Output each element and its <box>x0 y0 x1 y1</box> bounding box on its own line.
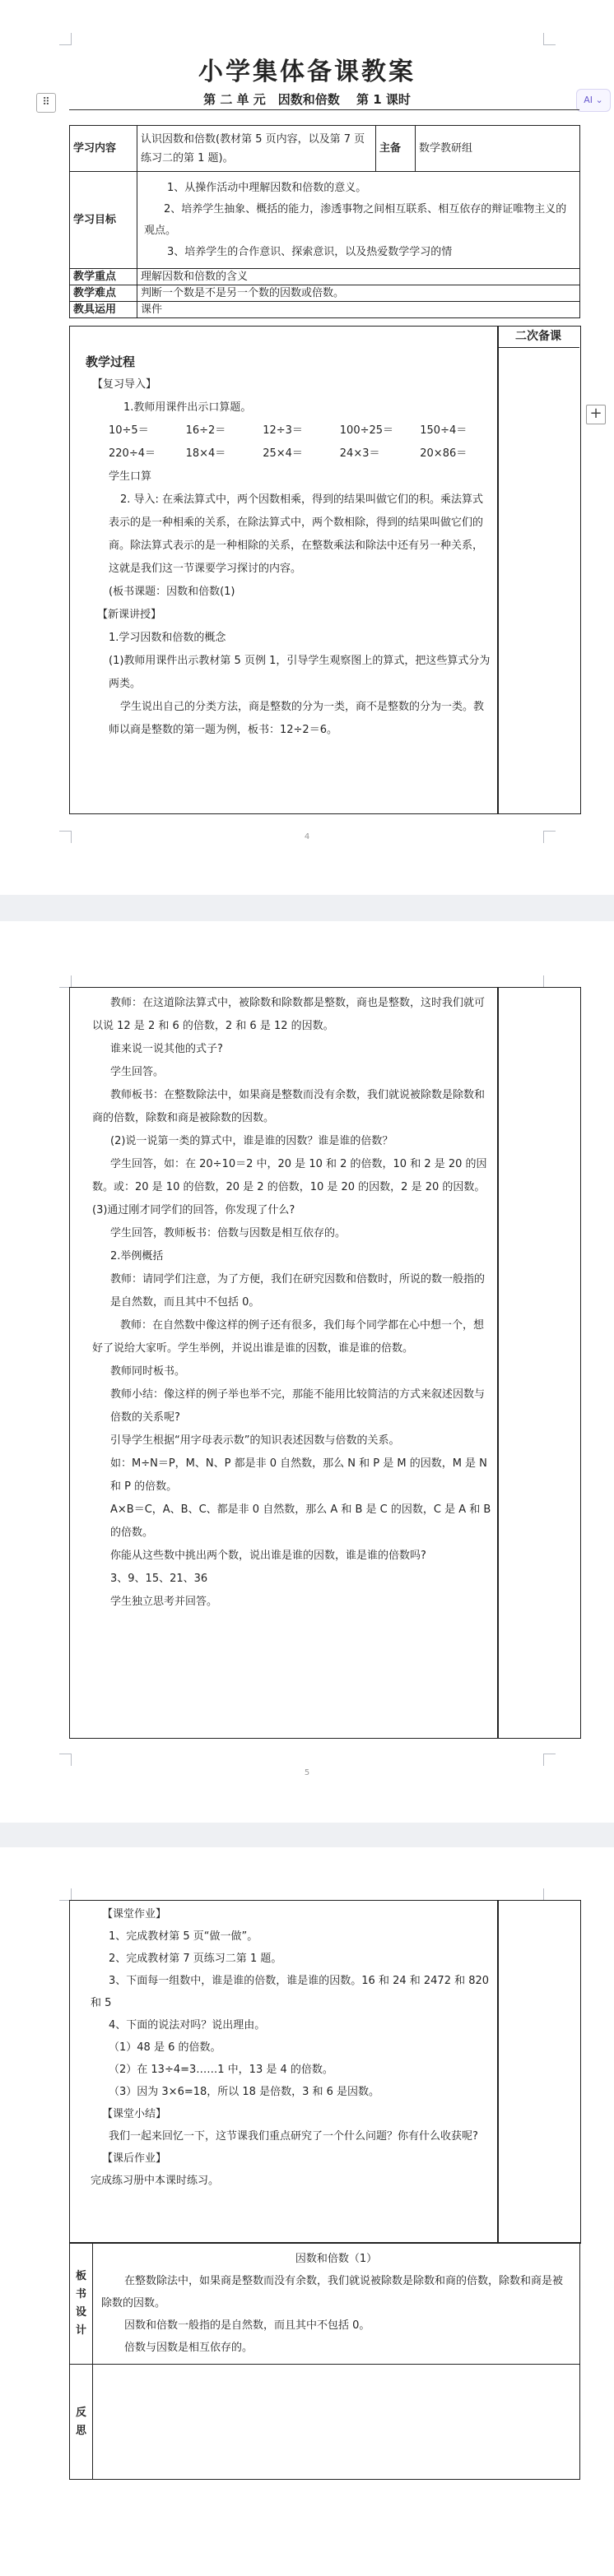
goal-item: 1、从操作活动中理解因数和倍数的意义。 <box>167 181 367 194</box>
second-prep-label: 二次备课 <box>497 326 579 348</box>
concept-text: (1)教师用课件出示教材第 5 页例 1，引导学生观察图上的算式，把这些算式分为两类。 <box>109 655 491 690</box>
difficulty-value: 判断一个数是不是另一个数的因数或倍数。 <box>137 285 580 302</box>
calc-item: 220÷4＝ <box>109 447 156 460</box>
ai-assistant-button[interactable]: AI ⌄ <box>576 89 611 112</box>
process-content <box>86 350 492 742</box>
reflection-cell <box>93 2365 580 2480</box>
calc-item: 25×4＝ <box>263 447 303 460</box>
second-prep-frame <box>497 1900 581 2244</box>
board-label-text: 板书设计 <box>75 2269 86 2337</box>
text-line: 3、9、15、21、36 <box>110 1573 208 1585</box>
corner-mark <box>543 33 556 45</box>
goals-cell <box>137 172 580 269</box>
process-title: 教学过程 <box>86 354 136 369</box>
calc-item: 150÷4＝ <box>420 424 467 437</box>
aids-value: 课件 <box>137 302 580 318</box>
review-item: 1.教师用课件出示口算题。 <box>123 401 252 414</box>
page-2 <box>0 921 614 1823</box>
calc-item: 10÷5＝ <box>109 424 149 437</box>
page-1 <box>0 0 614 895</box>
goal-item: 2、培养学生抽象、概括的能力，渗透事物之间相互联系、相互依存的辩证唯物主义的观点。 <box>144 202 567 237</box>
after-class-title: 【课后作业】 <box>102 2152 167 2165</box>
host-value: 数学教研组 <box>416 126 580 172</box>
new-lesson-title: 【新课讲授】 <box>97 609 162 621</box>
text-line: 谁来说一说其他的式子? <box>110 1043 223 1055</box>
text-line: 学生回答，如：在 20÷10＝2 中，20 是 10 和 2 的倍数，10 和 2 是 20 的因数。或：20 是 10 的倍数，20 是 2 的倍数，10 是 20 的因数，2 是 20 的因数。(3)通过刚才同学们的回答，你发现了什么? <box>92 1158 487 1216</box>
homework-item: 1、完成教材第 5 页“做一做”。 <box>109 1930 258 1943</box>
process-content <box>92 992 492 1614</box>
review-title: 【复习导入】 <box>92 378 157 391</box>
homework-item: （2）在 13÷4=3……1 中，13 是 4 的倍数。 <box>109 2064 333 2076</box>
text-line: 教师：在自然数中像这样的例子还有很多，我们每个同学都在心中想一个，想好了说给大家听。学生举例，并说出谁是谁的因数，谁是谁的倍数。 <box>92 1319 485 1355</box>
concept-text: 学生说出自己的分类方法，商是整数的分为一类，商不是整数的分为一类。教师以商是整数的第一题为例，板书：12÷2＝6。 <box>109 701 485 736</box>
content-value: 认识因数和倍数(教材第 5 页内容，以及第 7 页练习二的第 1 题)。 <box>137 126 376 172</box>
calc-item: 20×86＝ <box>420 447 467 460</box>
text-line: 2.举例概括 <box>110 1250 164 1263</box>
homework-item: 4、下面的说法对吗？说出理由。 <box>109 2019 266 2032</box>
goal-item: 3、培养学生的合作意识、探索意识，以及热爱数学学习的情 <box>167 245 453 258</box>
calc-item: 100÷25＝ <box>339 424 394 437</box>
oral-text: 学生口算 <box>109 470 152 483</box>
corner-mark <box>59 33 72 45</box>
board-title: 因数和倍数（1） <box>295 2253 378 2265</box>
board-table <box>69 2242 580 2480</box>
board-label <box>70 2243 93 2365</box>
concept-title: 1.学习因数和倍数的概念 <box>109 632 226 644</box>
corner-mark <box>59 1754 72 1766</box>
second-prep-frame <box>497 987 581 1739</box>
host-label: 主备 <box>376 126 416 172</box>
text-line: 教师：在这道除法算式中，被除数和除数都是整数，商也是整数，这时我们就可以说 12 是 2 和 6 的倍数，2 和 6 是 12 的因数。 <box>92 997 486 1032</box>
unit-line: 第 二 单 元 因数和倍数 第 1 课时 <box>203 92 411 107</box>
homework-title: 【课堂作业】 <box>102 1908 167 1920</box>
calc-item: 16÷2＝ <box>185 424 226 437</box>
intro-text: 2. 导入: 在乘法算式中，两个因数相乘，得到的结果叫做它们的积。乘法算式表示的是一种相乘的关系，在除法算式中，两个数相除，得到的结果叫做它们的商。除法算式表示的是一种相除的关系，在整数乘法和除法中还有另一种关系，这就是我们这一节课要学习探讨的内容。 <box>109 493 484 575</box>
reflection-label <box>70 2365 93 2480</box>
difficulty-label: 教学难点 <box>70 285 137 302</box>
calc-row <box>109 442 492 466</box>
aids-label: 教具运用 <box>70 302 137 318</box>
homework-item: 2、完成教材第 7 页练习二第 1 题。 <box>109 1953 282 1965</box>
text-line: 引导学生根据“用字母表示数”的知识表述因数与倍数的关系。 <box>110 1434 400 1447</box>
calc-item: 24×3＝ <box>339 447 380 460</box>
drag-handle-icon[interactable]: ⠿ <box>36 93 56 113</box>
page-3 <box>0 1847 614 2576</box>
content-label: 学习内容 <box>70 126 137 172</box>
text-line: 学生回答，教师板书：倍数与因数是相互依存的。 <box>110 1227 347 1239</box>
corner-mark <box>543 975 556 988</box>
calc-row <box>109 419 492 442</box>
calc-item: 18×4＝ <box>185 447 226 460</box>
text-line: 你能从这些数中挑出两个数，说出谁是谁的因数，谁是谁的倍数吗? <box>110 1550 426 1562</box>
key-label: 教学重点 <box>70 269 137 285</box>
board-line: 倍数与因数是相互依存的。 <box>124 2342 254 2354</box>
homework-content <box>91 1903 494 2192</box>
document-title: 小学集体备课教案 <box>198 58 416 86</box>
homework-item: （3）因为 3×6=18，所以 18 是倍数，3 和 6 是因数。 <box>109 2086 380 2098</box>
text-line: A×B＝C，A、B、C、都是非 0 自然数，那么 A 和 B 是 C 的因数，C 是 A 和 B 的倍数。 <box>110 1503 491 1539</box>
text-line: 学生回答。 <box>110 1066 165 1078</box>
corner-mark <box>59 1888 72 1901</box>
after-class-text: 完成练习册中本课时练习。 <box>91 2175 220 2187</box>
homework-item: （1）48 是 6 的倍数。 <box>109 2041 221 2054</box>
text-line: 教师板书：在整数除法中，如果商是整数而没有余数，我们就说被除数是除数和商的倍数，除数和商是被除数的因数。 <box>92 1089 486 1124</box>
goals-label: 学习目标 <box>70 172 137 269</box>
board-line: 因数和倍数一般指的是自然数，而且其中不包括 0。 <box>124 2319 370 2332</box>
page-number: 4 <box>304 832 310 841</box>
board-line: 在整数除法中，如果商是整数而没有余数，我们就说被除数是除数和商的倍数，除数和商是被除数的因数。 <box>101 2275 564 2310</box>
text-line: 教师：请同学们注意，为了方便，我们在研究因数和倍数时，所说的数一般指的是自然数，而且其中不包括 0。 <box>110 1273 486 1309</box>
page-number: 5 <box>304 1768 310 1777</box>
corner-mark <box>543 1888 556 1901</box>
reflection-label-text: 反思 <box>75 2406 86 2437</box>
key-value: 理解因数和倍数的含义 <box>137 269 580 285</box>
corner-mark <box>59 975 72 988</box>
text-line: 教师小结：像这样的例子举也举不完，那能不能用比较简洁的方式来叙述因数与倍数的关系呢? <box>110 1388 486 1424</box>
board-cell <box>93 2243 580 2365</box>
board-topic: (板书课题：因数和倍数(1) <box>109 586 235 598</box>
text-line: (2)说一说第一类的算式中，谁是谁的因数？谁是谁的倍数？ <box>110 1135 393 1147</box>
text-line: 教师同时板书。 <box>110 1365 186 1378</box>
text-line: 如：M÷N＝P，M、N、P 都是非 0 自然数，那么 N 和 P 是 M 的因数，M 是 N 和 P 的倍数。 <box>110 1457 487 1493</box>
corner-mark <box>543 1754 556 1766</box>
add-block-button[interactable]: + <box>586 405 606 424</box>
title-divider <box>69 109 579 110</box>
text-line: 学生独立思考并回答。 <box>110 1596 218 1608</box>
homework-item: 3、下面每一组数中，谁是谁的倍数，谁是谁的因数。16 和 24 和 2472 和 820 和 5 <box>91 1975 490 2009</box>
header-table <box>69 125 580 318</box>
calc-item: 12÷3＝ <box>263 424 303 437</box>
summary-title: 【课堂小结】 <box>102 2108 167 2120</box>
summary-text: 我们一起来回忆一下，这节课我们重点研究了一个什么问题？你有什么收获呢? <box>109 2130 478 2143</box>
second-prep-frame <box>497 326 581 814</box>
